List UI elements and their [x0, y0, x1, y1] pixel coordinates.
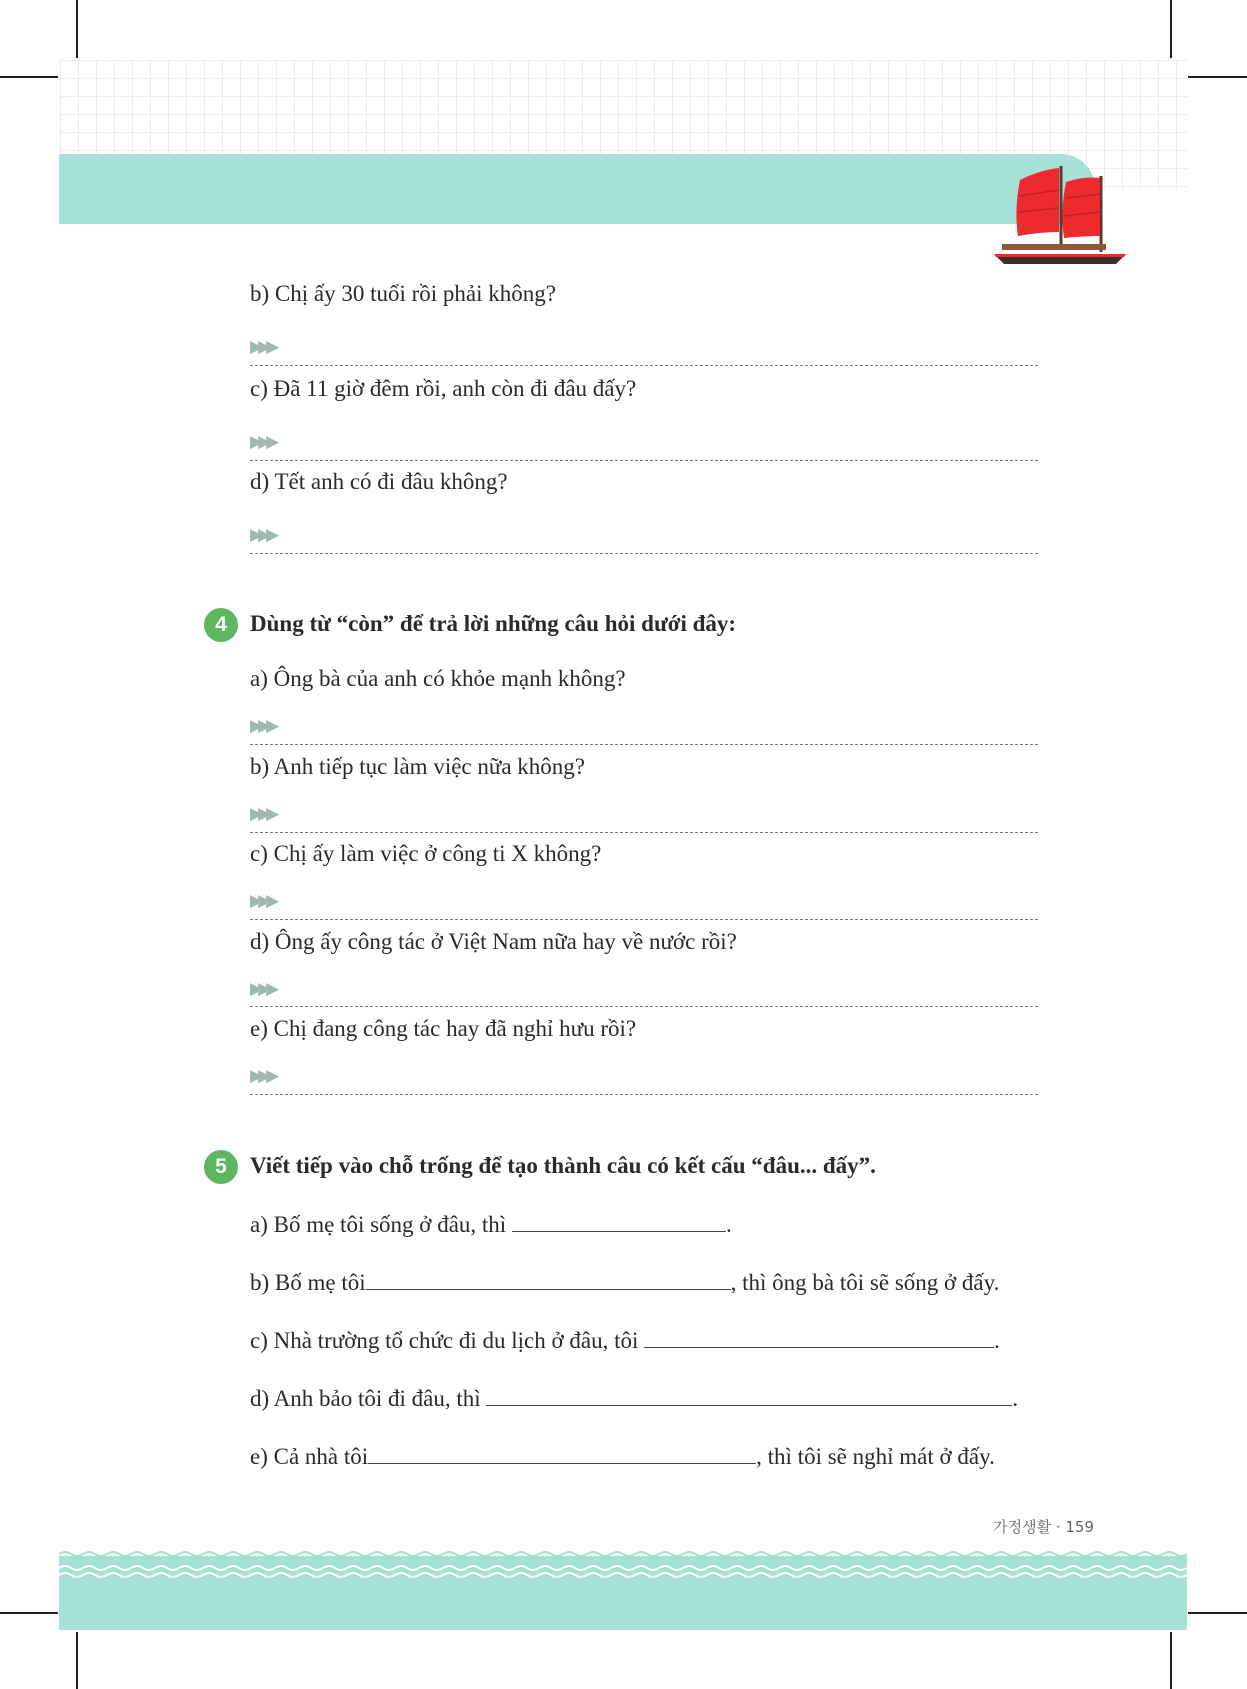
exercise-5-heading: Viết tiếp vào chỗ trống để tạo thành câu có kết cấu “đâu... đấy”.: [250, 1153, 876, 1178]
answer-line-4a[interactable]: [250, 744, 1038, 745]
crop-mark: [76, 0, 78, 58]
question-4b: b) Anh tiếp tục làm việc nữa không?: [250, 754, 586, 779]
fill-blank[interactable]: [486, 1383, 1012, 1406]
exercise-number-badge: 5: [204, 1150, 238, 1184]
question-3c: c) Đã 11 giờ đêm rồi, anh còn đi đâu đấy?: [250, 376, 637, 401]
crop-mark: [0, 1612, 58, 1614]
junk-boat-icon: [990, 160, 1130, 270]
fill-text: a) Bố mẹ tôi sống ở đâu, thì: [250, 1212, 512, 1237]
fill-row-5e: [250, 1441, 995, 1470]
answer-line-3c[interactable]: [250, 460, 1038, 461]
fill-text: d) Anh bảo tôi đi đâu, thì: [250, 1386, 487, 1411]
fill-text: , thì ông bà tôi sẽ sống ở đấy.: [730, 1270, 1000, 1295]
fill-text: , thì tôi sẽ nghỉ mát ở đấy.: [756, 1444, 995, 1469]
question-3d: d) Tết anh có đi đâu không?: [250, 469, 508, 494]
answer-marker-icon: ▶▶▶: [250, 979, 275, 999]
fill-row-5d: [250, 1383, 1018, 1412]
question-4a: a) Ông bà của anh có khỏe mạnh không?: [250, 666, 626, 691]
answer-marker-icon: ▶▶▶: [250, 525, 275, 545]
fill-text: b) Bố mẹ tôi: [250, 1270, 366, 1295]
answer-marker-icon: ▶▶▶: [250, 1066, 275, 1086]
crop-mark: [1188, 1612, 1247, 1614]
fill-text: e) Cả nhà tôi: [250, 1444, 369, 1469]
question-3b: b) Chị ấy 30 tuổi rồi phải không?: [250, 281, 556, 306]
answer-line-3b[interactable]: [250, 365, 1038, 366]
fill-blank[interactable]: [366, 1267, 731, 1290]
crop-mark: [1188, 76, 1247, 78]
fill-blank[interactable]: [644, 1325, 994, 1348]
answer-line-4d[interactable]: [250, 1006, 1038, 1007]
exercise-number-badge: 4: [204, 608, 238, 642]
fill-text: .: [994, 1328, 1000, 1353]
fill-row-5a: [250, 1209, 732, 1238]
answer-line-3d[interactable]: [250, 553, 1038, 554]
answer-marker-icon: ▶▶▶: [250, 432, 275, 452]
answer-marker-icon: ▶▶▶: [250, 804, 275, 824]
header-band: [59, 154, 1095, 224]
question-4e: e) Chị đang công tác hay đã nghỉ hưu rồi?: [250, 1016, 637, 1041]
fill-blank[interactable]: [512, 1209, 726, 1232]
crop-mark: [76, 1632, 78, 1689]
fill-blank[interactable]: [368, 1441, 756, 1464]
answer-marker-icon: ▶▶▶: [250, 891, 275, 911]
page-number: 가정생활 · 159: [993, 1518, 1094, 1536]
answer-line-4e[interactable]: [250, 1094, 1038, 1095]
exercise-4-heading: Dùng từ “còn” để trả lời những câu hỏi dưới đây:: [250, 611, 737, 636]
fill-row-5b: [250, 1267, 999, 1296]
fill-text: c) Nhà trường tổ chức đi du lịch ở đâu, tôi: [250, 1328, 645, 1353]
fill-row-5c: [250, 1325, 1000, 1354]
answer-line-4b[interactable]: [250, 832, 1038, 833]
wave-decoration: [59, 1548, 1187, 1584]
question-4c: c) Chị ấy làm việc ở công ti X không?: [250, 841, 602, 866]
answer-marker-icon: ▶▶▶: [250, 716, 275, 736]
question-4d: d) Ông ấy công tác ở Việt Nam nữa hay về nước rồi?: [250, 929, 737, 954]
answer-line-4c[interactable]: [250, 919, 1038, 920]
fill-text: .: [1012, 1386, 1019, 1411]
answer-marker-icon: ▶▶▶: [250, 337, 275, 357]
crop-mark: [1170, 1632, 1172, 1689]
fill-text: .: [725, 1212, 732, 1237]
crop-mark: [1170, 0, 1172, 58]
crop-mark: [0, 76, 58, 78]
